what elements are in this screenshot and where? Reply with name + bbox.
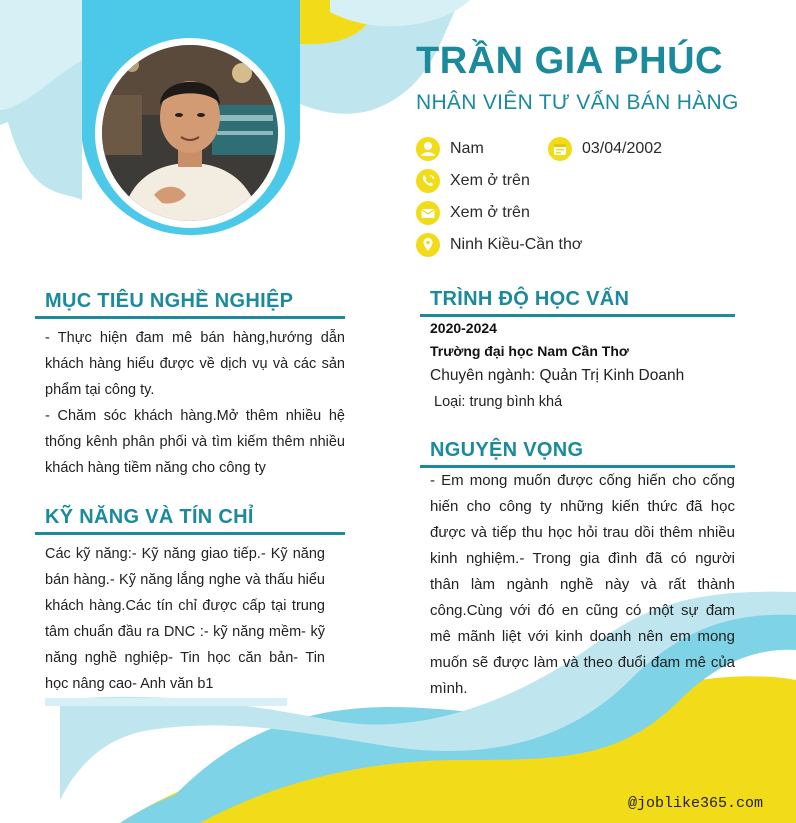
profile-photo-frame [95,38,285,228]
skills-title: KỸ NĂNG VÀ TÍN CHỈ [45,506,254,528]
education-school: Trường đại học Nam Cần Thơ [430,343,629,359]
aspiration-title: NGUYỆN VỌNG [430,439,584,461]
email-row [416,200,530,226]
skills-body: Các kỹ năng:- Kỹ năng giao tiếp.- Kỹ năng bán hàng.- Kỹ năng lắng nghe và thấu hiểu khách hàng.Các tín chỉ được cấp tại trung tâm chuẩn đầu ra DNC :- kỹ năng mềm- kỹ năng nghề nghiệp- Tin học căn bản- Tin học nâng cao- Anh văn b1 [45,546,325,692]
footer-handle: @joblike365.com [628,795,764,812]
objective-title: MỤC TIÊU NGHỀ NGHIỆP [45,290,294,312]
candidate-name: TRẦN GIA PHÚC [416,40,723,82]
person-icon [416,137,440,161]
envelope-icon [416,201,440,225]
address-row [416,232,582,258]
objective-divider [35,316,345,319]
location-pin-icon [416,233,440,257]
objective-body [45,325,345,481]
objective-paragraph: - Thực hiện đam mê bán hàng,hướng dẫn khách hàng hiểu được về dịch vụ và các sản phẩm tại công ty. [45,330,345,398]
phone-row [416,168,530,194]
profile-photo [102,45,278,221]
calendar-icon [548,137,572,161]
education-years: 2020-2024 [430,320,497,336]
birthdate-row [548,136,662,162]
phone-value: Xem ở trên [450,172,530,189]
education-grade: Loại: trung bình khá [434,394,563,410]
address-value: Ninh Kiều-Cần thơ [450,236,583,253]
aspiration-body: - Em mong muốn được cống hiến cho cống hiến cho công ty những kiến thức đã học được và tiếp thu học hỏi trau dồi thêm nhiều kinh nghiệm.- Trong gia đình đã có người thân làm ngành nghề này và rất thành công.Cùng với đó en cũng có một sự đam mê mãnh liệt với kinh doanh nên em mong muốn sẽ được làm và theo đuổi đam mê của mình. [430,472,735,697]
objective-paragraph: - Chăm sóc khách hàng.Mở thêm nhiều hệ thống kênh phân phối và tìm kiếm thêm nhiều khách hàng tiềm năng cho công ty [45,408,345,476]
phone-icon [416,169,440,193]
education-major: Chuyên ngành: Quản Trị Kinh Doanh [430,367,685,384]
job-title: NHÂN VIÊN TƯ VẤN BÁN HÀNG [416,91,739,114]
education-title: TRÌNH ĐỘ HỌC VẤN [430,288,630,310]
gender-row [416,136,484,162]
education-divider [420,314,735,317]
gender-value: Nam [450,140,484,157]
email-value: Xem ở trên [450,204,530,221]
portrait-illustration [102,45,278,221]
birthdate-value: 03/04/2002 [582,140,663,157]
skills-divider [35,532,345,535]
